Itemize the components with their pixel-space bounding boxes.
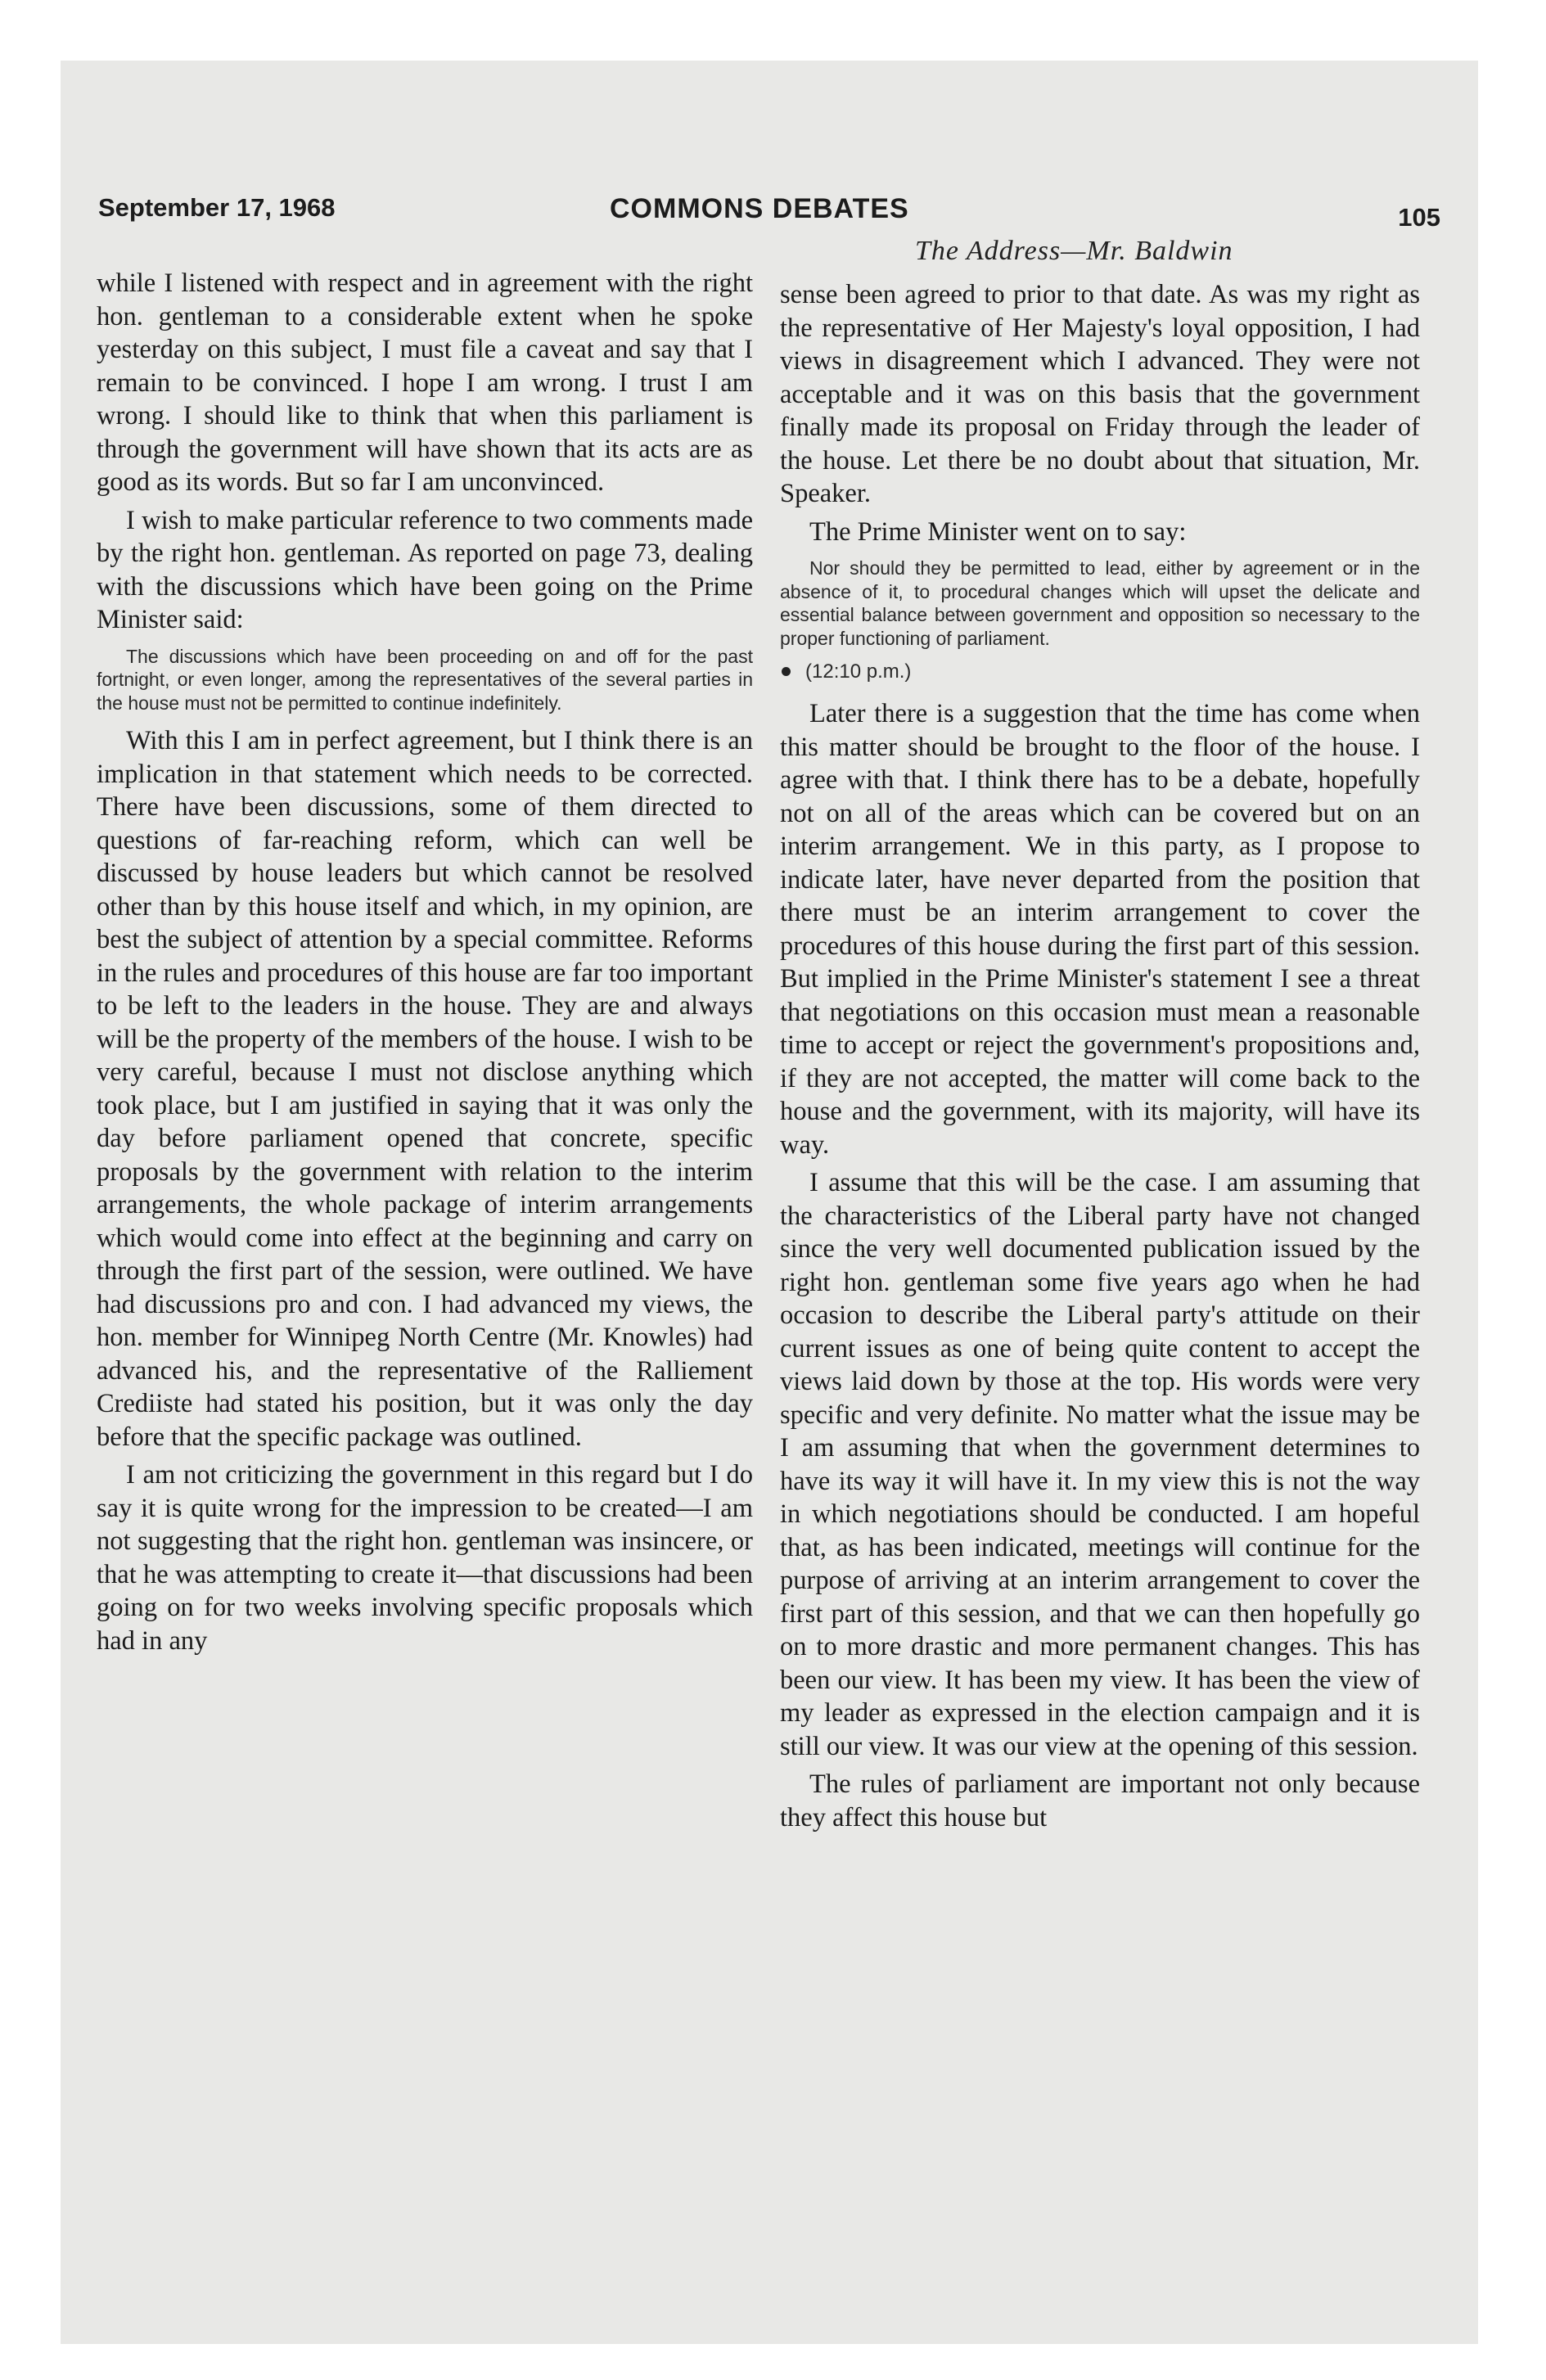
page-header <box>98 193 1440 242</box>
right-column <box>780 278 1420 1834</box>
left-paragraph-1: while I listened with respect and in agreement with the right hon. gentleman to a considerable extent when he spoke yesterday on this subject, I must file a caveat and say that I remain to be convinced. I hope I am wrong. I trust I am wrong. I should like to think that when this parliament is through the government will have shown that its acts are as good as its words. But so far I am unconvinced. <box>97 268 753 497</box>
left-paragraph-2: I wish to make particular reference to two comments made by the right hon. gentleman. As reported on page 73, dealing with the discussions which have been going on the Prime Minister said: <box>97 505 753 634</box>
right-paragraph-1: sense been agreed to prior to that date. As was my right as the representative of Her Majesty's loyal opposition, I had views in disagreement which I advanced. They were not acceptable and it was on this basis that the government finally made its proposal on Friday through the leader of the house. Let there be no doubt about that situation, Mr. Speaker. <box>780 280 1420 508</box>
publication-title: COMMONS DEBATES <box>610 193 909 224</box>
left-column <box>97 267 753 1657</box>
bullet-icon <box>782 667 791 676</box>
header-date: September 17, 1968 <box>98 193 336 222</box>
page-number: 105 <box>1398 203 1440 232</box>
right-paragraph-2: The Prime Minister went on to say: <box>809 516 1187 547</box>
right-quotation: Nor should they be permitted to lead, either by agreement or in the absence of it, to procedural changes which will upset the delicate and essential balance between government and opposition so necessary to the proper functioning of parliament. <box>780 557 1420 649</box>
right-paragraph-3: Later there is a suggestion that the time has come when this matter should be brought to the floor of the house. I agree with that. I think there has to be a debate, hopefully not on all of the areas which can be covered but on an interim arrangement. We in this party, as I propose to indicate later, have never departed from the position that there must be an interim arrangement to cover the procedures of this house during the first part of this session. But implied in the Prime Minister's statement I see a threat that negotiations on this occasion must mean a reasonable time to accept or reject the government's propositions and, if they are not accepted, the matter will come back to the house and the government, with its majority, will have its way. <box>780 699 1420 1160</box>
right-paragraph-4: I assume that this will be the case. I am assuming that the characteristics of the Liberal party have not changed since the very well documented publication issued by the right hon. gentleman some five years ago when he had occasion to describe the Liberal party's attitude on their current issues as one of being quite content to accept the views laid down by those at the top. His words were very specific and very definite. No matter what the issue may be I am assuming that when the government determines to have its way it will have it. In my view this is not the way in which negotiations should be conducted. I am hopeful that, as has been indicated, meetings will continue for the purpose of arriving at an interim arrangement to cover the first part of this session, and that we can then hopefully go on to more drastic and more permanent changes. This has been our view. It has been my view. It has been the view of my leader as expressed in the election campaign and it is still our view. It was our view at the opening of this session. <box>780 1168 1420 1761</box>
left-quotation: The discussions which have been proceeding on and off for the past fortnight, or even longer, among the representatives of the several parties in the house must not be permitted to continue indefinitely. <box>97 645 753 714</box>
left-paragraph-4: I am not criticizing the government in this regard but I do say it is quite wrong for the impression to be created—I am not suggesting that the right hon. gentleman was insincere, or that he was attempting to create it—that discussions had been going on for two weeks involving specific proposals which had in any <box>97 1460 753 1656</box>
time-stamp <box>780 660 1420 684</box>
time-stamp-text: (12:10 p.m.) <box>805 660 912 683</box>
running-head: The Address—Mr. Baldwin <box>915 236 1233 266</box>
right-paragraph-5: The rules of parliament are important not only because they affect this house but <box>780 1769 1420 1832</box>
left-paragraph-3: With this I am in perfect agreement, but I think there is an implication in that statement which needs to be corrected. There have been discussions, some of them directed to questions of far-reaching reform, which can well be discussed by house leaders but which cannot be resolved other than by this house itself and which, in my opinion, are best the subject of attention by a special committee. Reforms in the rules and procedures of this house are far too important to be left to the leaders in the house. They are and always will be the property of the members of the house. I wish to be very careful, because I must not disclose anything which took place, but I am justified in saying that it was only the day before parliament opened that concrete, specific proposals by the government with relation to the interim arrangements, the whole package of interim arrangements which would come into effect at the beginning and carry on through the first part of the session, were outlined. We have had discussions pro and con. I had advanced my views, the hon. member for Winnipeg North Centre (Mr. Knowles) had advanced his, and the representative of the Ralliement Crediiste had stated his position, but it was only the day before that the specific package was outlined. <box>97 726 753 1452</box>
